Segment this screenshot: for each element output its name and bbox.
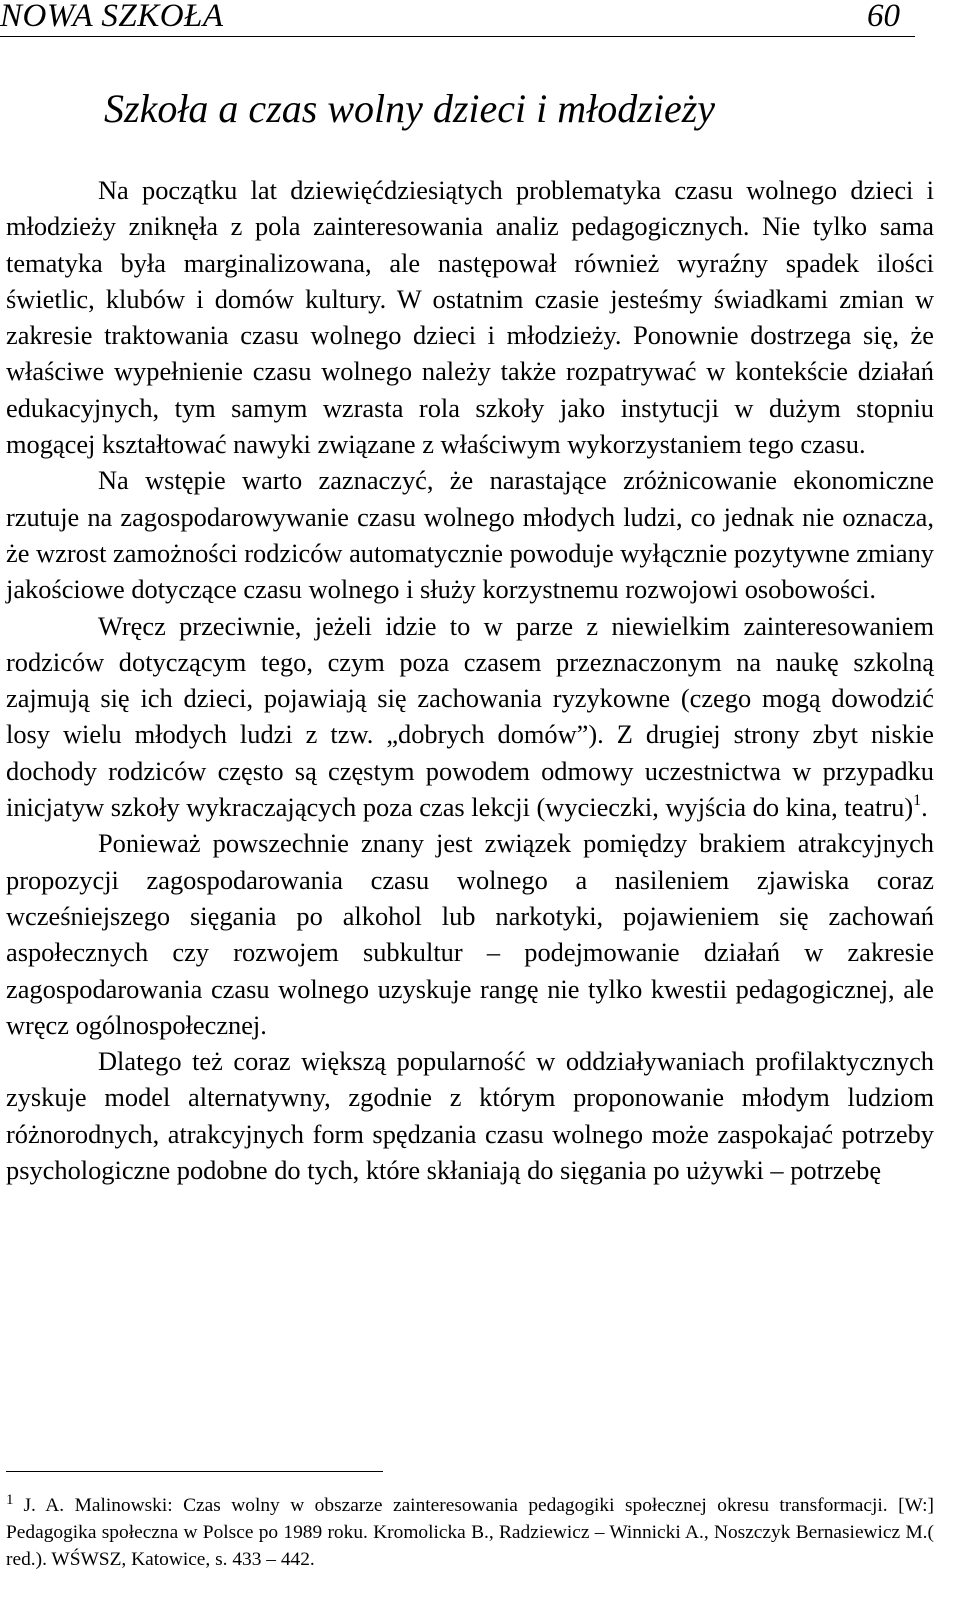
paragraph-3-text: Wręcz przeciwnie, jeżeli idzie to w parze z niewielkim zainteresowaniem rodziców dotyczącym tego, czym poza czasem przeznaczonym na naukę szkolną zajmują się ich dzieci, pojawiają się zachowania ryzykowne (czego mogą dowodzić losy wielu młodych ludzi z tzw. „dobrych domów”). Z drugiej strony zbyt niskie dochody rodziców często są częstym powodem odmowy uczestnictwa w przypadku inicjatyw szkoły wykraczających poza czas lekcji (wycieczki, wyjścia do kina, teatru) bbox=[6, 610, 934, 823]
journal-title: NOWA SZKOŁA bbox=[0, 0, 224, 34]
article-title: Szkoła a czas wolny dzieci i młodzieży bbox=[104, 86, 716, 131]
paragraph-2: Na wstępie warto zaznaczyć, że narastające zróżnicowanie ekonomiczne rzutuje na zagospodarowywanie czasu wolnego młodych ludzi, co jednak nie oznacza, że wzrost zamożności rodziców automatycznie powoduje wyłącznie pozytywne zmiany jakościowe dotyczące czasu wolnego i służy korzystnemu rozwojowi osobowości. bbox=[6, 465, 934, 605]
page-number: 60 bbox=[867, 0, 900, 34]
footnote-reference: 1 bbox=[913, 792, 922, 810]
running-header bbox=[0, 0, 960, 40]
footnote bbox=[6, 1487, 934, 1574]
paragraph-4: Ponieważ powszechnie znany jest związek pomiędzy brakiem atrakcyjnych propozycji zagospodarowania czasu wolnego a nasileniem zjawiska coraz wcześniejszego sięgania po alkohol lub narkotyki, pojawieniem się zachowań aspołecznych czy rozwojem subkultur – podejmowanie działań w zakresie zagospodarowania czasu wolnego uzyskuje rangę nie tylko kwestii pedagogicznej, ale wręcz ogólnospołecznej. bbox=[6, 828, 934, 1040]
footnote-separator bbox=[6, 1471, 383, 1472]
paragraph-3 bbox=[6, 608, 934, 826]
paragraph-1: Na początku lat dziewięćdziesiątych problematyka czasu wolnego dzieci i młodzieży zniknęła z pola zainteresowania analiz pedagogicznych. Nie tylko sama tematyka była marginalizowana, ale następował również wyraźny spadek ilości świetlic, klubów i domów kultury. W ostatnim czasie jesteśmy świadkami zmian w zakresie traktowania czasu wolnego dzieci i młodzieży. Ponownie dostrzega się, że właściwe wypełnienie czasu wolnego należy także rozpatrywać w kontekście działań edukacyjnych, tym samym wzrasta rola szkoły jako instytucji w dużym stopniu mogącej kształtować nawyki związane z właściwym wykorzystaniem tego czasu. bbox=[6, 175, 934, 460]
footnote-text: J. A. Malinowski: Czas wolny w obszarze zainteresowania pedagogiki społecznej okresu transformacji. [W:] Pedagogika społeczna w Polsce po 1989 roku. Kromolicka B., Radziewicz – Winnicki A., Noszczyk Bernasiewicz M.( red.). WŚWSZ, Katowice, s. 433 – 442. bbox=[6, 1495, 934, 1571]
paragraph-5: Dlatego też coraz większą popularność w oddziaływaniach profilaktycznych zyskuje model alternatywny, zgodnie z którym proponowanie młodym ludziom różnorodnych, atrakcyjnych form spędzania czasu wolnego może zaspokajać potrzeby psychologiczne podobne do tych, które skłaniają do sięgania po używki – potrzebę bbox=[6, 1046, 934, 1186]
article-body bbox=[6, 172, 934, 1188]
paragraph-3-end: . bbox=[921, 792, 928, 823]
footnote-mark: 1 bbox=[6, 1492, 14, 1508]
header-rule bbox=[0, 36, 915, 37]
